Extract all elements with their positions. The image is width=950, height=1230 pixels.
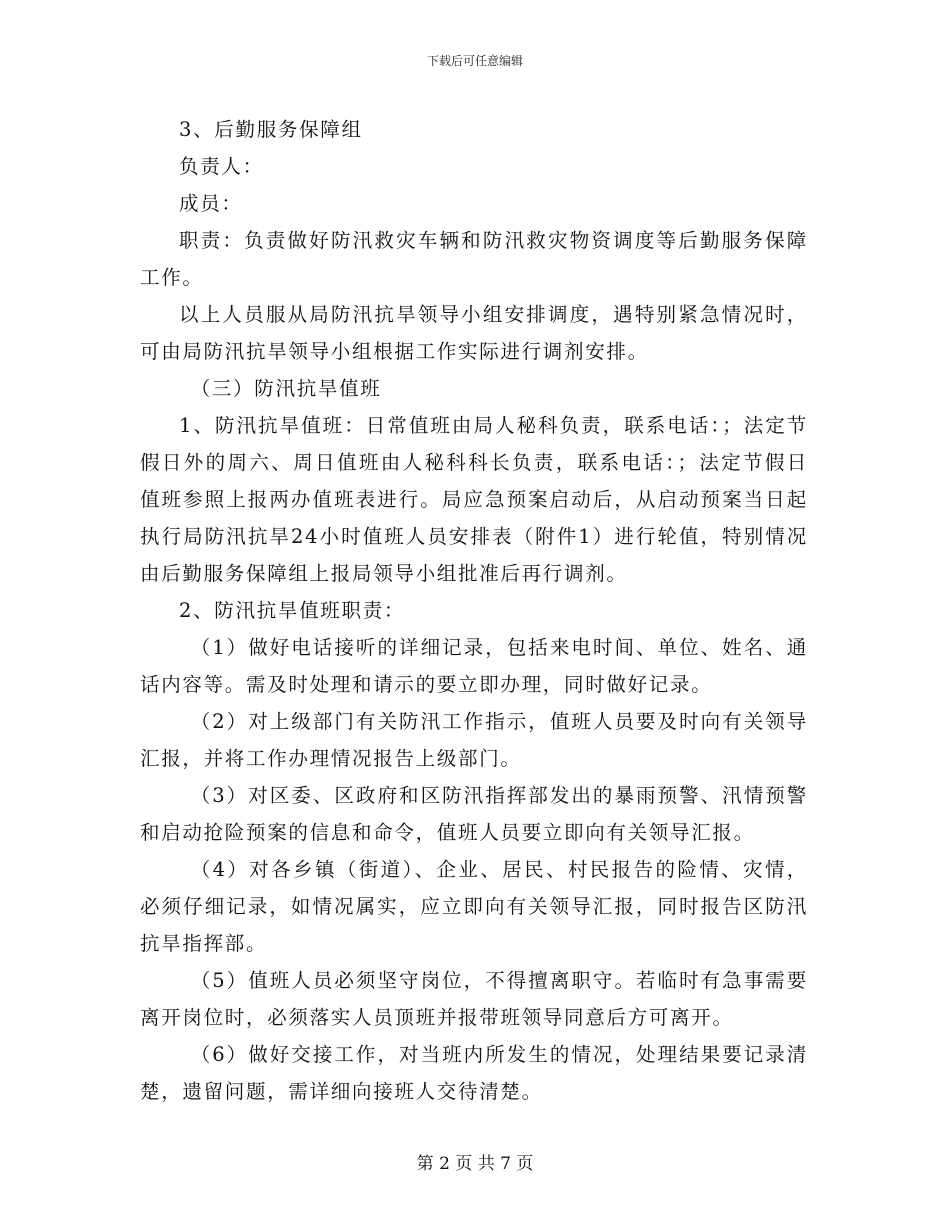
duty-schedule-paragraph: 1、防汛抗旱值班：日常值班由局人秘科负责，联系电话：；法定节假日外的周六、周日值班由人秘科科长负责，联系电话：；法定节假日值班参照上报两办值班表进行。局应急预案启动后，从启动预案当日起执行局防汛抗旱24小时值班人员安排表（附件1）进行轮值，特别情况由后勤服务保障组上报局领导小组批准后再行调剂。	[140, 414, 808, 585]
section-heading-duty: （三）防汛抗旱值班	[190, 377, 382, 400]
section-heading-logistics: 3、后勤服务保障组	[179, 118, 363, 141]
duty-item-1: （1）做好电话接听的详细记录，包括来电时间、单位、姓名、通话内容等。需及时处理和请示的要立即办理，同时做好记录。	[140, 636, 808, 696]
document-body	[140, 111, 808, 1110]
duty-item-4: （4）对各乡镇（街道）、企业、居民、村民报告的险情、灾情，必须仔细记录，如情况属实，应立即向有关领导汇报，同时报告区防汛抗旱指挥部。	[140, 858, 808, 955]
members-line: 成员：	[179, 192, 243, 215]
page-header-note: 下载后可任意编辑	[426, 54, 523, 68]
duty-item-3: （3）对区委、区政府和区防汛指挥部发出的暴雨预警、汛情预警和启动抢险预案的信息和命令，值班人员要立即向有关领导汇报。	[140, 784, 808, 844]
duty-responsibilities-heading: 2、防汛抗旱值班职责：	[179, 599, 406, 622]
dispatch-paragraph: 以上人员服从局防汛抗旱领导小组安排调度，遇特别紧急情况时，可由局防汛抗旱领导小组根据工作实际进行调剂安排。	[140, 303, 808, 363]
person-in-charge-line: 负责人：	[179, 155, 264, 178]
duty-item-2: （2）对上级部门有关防汛工作指示，值班人员要及时向有关领导汇报，并将工作办理情况报告上级部门。	[140, 710, 808, 770]
duty-item-6: （6）做好交接工作，对当班内所发生的情况，处理结果要记录清楚，遗留问题，需详细向接班人交待清楚。	[140, 1043, 808, 1103]
duties-paragraph: 职责：负责做好防汛救灾车辆和防汛救灾物资调度等后勤服务保障工作。	[140, 229, 808, 289]
page-number: 第 2 页 共 7 页	[416, 1154, 534, 1174]
duty-item-5: （5）值班人员必须坚守岗位，不得擅离职守。若临时有急事需要离开岗位时，必须落实人员顶班并报带班领导同意后方可离开。	[140, 969, 808, 1029]
